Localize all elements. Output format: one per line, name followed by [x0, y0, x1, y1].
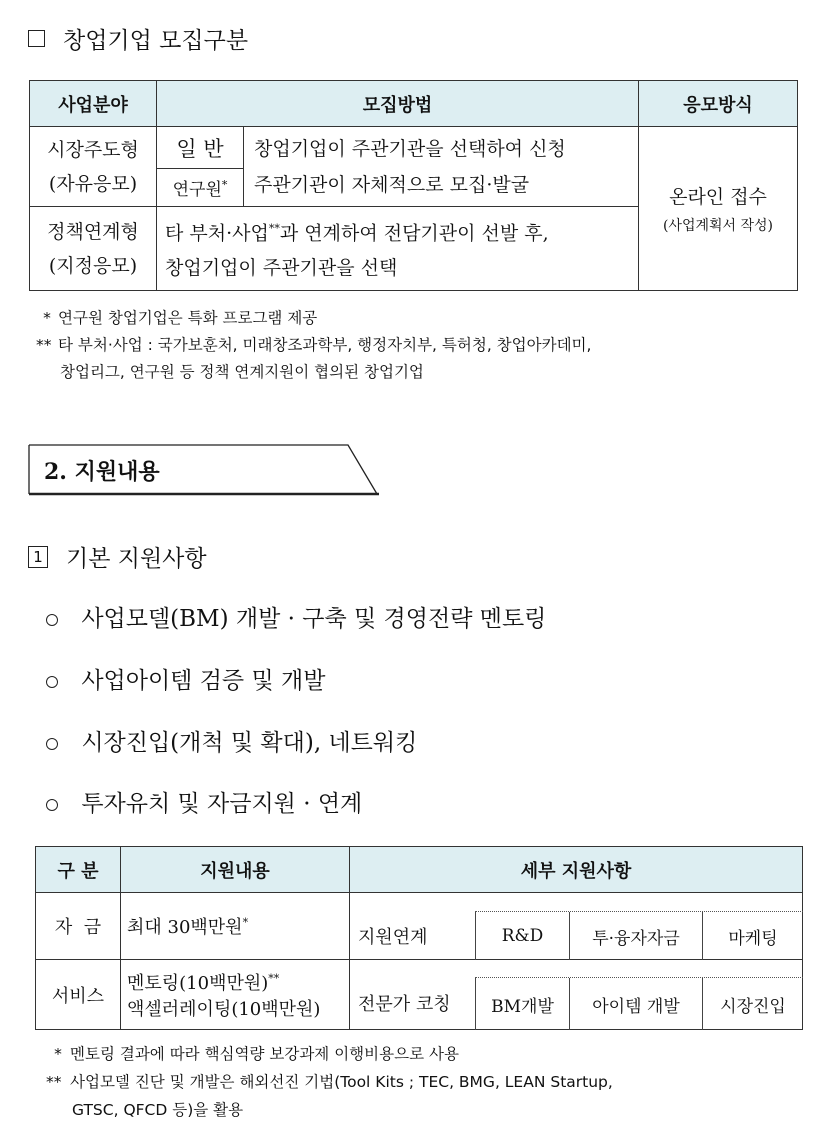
r1-detail-label: 지원연계	[358, 927, 428, 948]
row2-field-type: (지정응모)	[48, 254, 138, 277]
basic-title: 기본 지원사항	[66, 546, 207, 572]
note4-text-2: GTSC, QFCD 등)을 활용	[72, 1101, 244, 1119]
note4-mark: **	[46, 1073, 62, 1091]
row1-field-type: (자유응모)	[48, 172, 138, 195]
note1-text: 연구원 창업기업은 특화 프로그램 제공	[58, 309, 318, 327]
circle-bullet-icon	[46, 799, 58, 811]
row2-method	[157, 207, 639, 291]
row1-method	[244, 127, 639, 207]
r2-content	[121, 960, 350, 1030]
r1-content-text: 최대 30백만원	[127, 917, 243, 938]
header-content: 지원내용	[121, 847, 350, 893]
sub-researcher-mark: *	[221, 178, 228, 192]
bullet-text: 시장진입(개척 및 확대), 네트워킹	[81, 730, 418, 756]
r1-detail	[350, 893, 803, 960]
bullet-item	[46, 724, 417, 757]
r1-item: 투·융자자금	[569, 912, 702, 960]
apply-method	[639, 127, 798, 291]
notes1	[36, 305, 591, 386]
note1-mark: *	[43, 309, 51, 327]
r2-category: 서비스	[36, 960, 121, 1030]
r2-content-mark: **	[268, 972, 280, 985]
row2-method-line1	[165, 212, 638, 250]
circle-bullet-icon	[46, 676, 58, 688]
row1-method-line1: 창업기업이 주관기관을 선택하여 신청	[254, 137, 566, 160]
basic-heading	[28, 540, 207, 573]
checkbox-icon	[28, 30, 45, 47]
r2-content-line1	[127, 966, 349, 997]
header-detail: 세부 지원사항	[350, 847, 803, 893]
row2-method-line2: 창업기업이 주관기관을 선택	[165, 256, 398, 279]
r2-detail-items	[475, 977, 803, 1030]
r2-detail-label: 전문가 코칭	[358, 994, 451, 1015]
apply-sub: (사업계획서 작성)	[662, 218, 774, 234]
notes2	[46, 1040, 613, 1124]
note4-line	[46, 1068, 613, 1096]
row1-field-name: 시장주도형	[47, 138, 139, 161]
sub-researcher	[157, 169, 244, 207]
circle-bullet-icon	[46, 614, 58, 626]
note2-line	[36, 332, 591, 359]
note2-text-1: 타 부처·사업 : 국가보훈처, 미래창조과학부, 행정자치부, 특허청, 창업아카데미,	[58, 336, 592, 354]
r2-item: 아이템 개발	[569, 978, 702, 1030]
row2-method-a: 타 부처·사업	[165, 222, 269, 245]
recruit-table	[29, 80, 798, 291]
sub-general-label: 일 반	[176, 136, 224, 161]
section-recruit-title: 창업기업 모집구분	[63, 28, 249, 54]
r2-item: 시장진입	[702, 978, 803, 1030]
r1-category: 자 금	[36, 893, 121, 960]
circle-bullet-icon	[46, 738, 58, 750]
r2-item: BM개발	[475, 978, 569, 1030]
note4-text-1: 사업모델 진단 및 개발은 해외선진 기법(Tool Kits ; TEC, BMG, LEAN Startup,	[70, 1073, 613, 1091]
note3-mark: *	[54, 1045, 62, 1063]
bullet-item	[46, 662, 325, 695]
row2-field	[30, 207, 157, 291]
row1-method-line2: 주관기관이 자체적으로 모집·발굴	[254, 173, 530, 196]
note2-text-2: 창업리그, 연구원 등 정책 연계지원이 협의된 창업기업	[60, 363, 424, 381]
note4-cont	[46, 1096, 613, 1124]
header-apply: 응모방식	[639, 81, 798, 127]
row2-method-mark: **	[268, 222, 280, 236]
section2-title: 2. 지원내용	[44, 459, 160, 485]
note3-line	[46, 1040, 613, 1068]
bullet-text: 사업아이템 검증 및 개발	[81, 668, 326, 694]
bullet-text: 투자유치 및 자금지원 · 연계	[81, 791, 363, 817]
bullet-item	[46, 600, 546, 633]
row1-field	[30, 127, 157, 207]
sub-general	[157, 127, 244, 169]
note3-text: 멘토링 결과에 따라 핵심역량 보강과제 이행비용으로 사용	[70, 1045, 459, 1063]
r1-content-mark: *	[242, 916, 249, 929]
r2-detail	[350, 960, 803, 1030]
header-category: 구 분	[36, 847, 121, 893]
r2-content-line2: 액셀러레이팅(10백만원)	[127, 999, 321, 1020]
apply-main: 온라인 접수	[669, 186, 767, 208]
bullet-text: 사업모델(BM) 개발 · 구축 및 경영전략 멘토링	[81, 606, 547, 632]
header-field: 사업분야	[30, 81, 157, 127]
note2-cont	[36, 359, 591, 386]
basic-number-box: 1	[28, 546, 48, 568]
r1-item: 마케팅	[702, 912, 803, 960]
r2-content-text1: 멘토링(10백만원)	[127, 973, 269, 994]
bullet-item	[46, 785, 362, 818]
note1-line	[36, 305, 591, 332]
r1-item: R&D	[475, 912, 569, 960]
row2-field-name: 정책연계형	[47, 220, 139, 243]
support-table	[35, 846, 803, 1030]
r1-content	[121, 893, 350, 960]
note2-mark: **	[36, 336, 52, 354]
row2-method-b: 과 연계하여 전담기관이 선발 후,	[279, 222, 549, 245]
r1-detail-items	[475, 911, 803, 960]
sub-researcher-label: 연구원	[172, 180, 222, 200]
header-method: 모집방법	[157, 81, 639, 127]
section-recruit-heading	[28, 22, 248, 55]
